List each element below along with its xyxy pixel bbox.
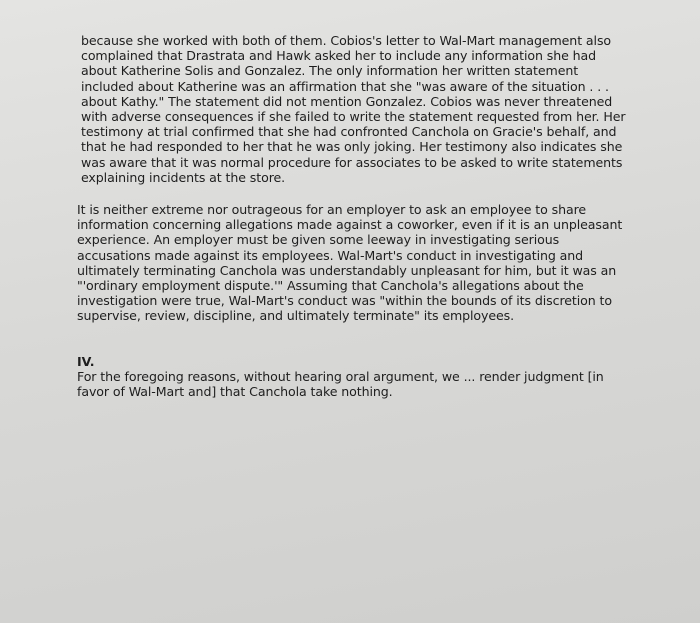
paragraph-employer-conduct: It is neither extreme nor outrageous for an employer to ask an employee to share information concerning allegations made against a coworker, even if it is an unpleasant experience. An employer must be given some leeway in investigating serious accusations made against its employees. Wal-Mart's conduct in investigating and ultimately terminating Canchola was understandably unpleasant for him, but it was an "'ordinary employment dispute.'" Assuming that Canchola's allegations about the investigation were true, Wal-Mart's conduct was "within the bounds of its discretion to supervise, review, discipline, and ultimately terminate" its employees.	[77, 202, 623, 324]
section-heading: IV.	[77, 353, 95, 369]
paragraph-cobios-letter: because she worked with both of them. Cobios's letter to Wal-Mart management also complained that Drastrata and Hawk asked her to include any information she had about Katherine Solis and Gonzalez. The only information her written statement included about Katherine was an affirmation that she "was aware of the situation . . . about Kathy." The statement did not mention Gonzalez. Cobios was never threatened with adverse consequences if she failed to write the statement requested from her. Her testimony at trial confirmed that she had confronted Canchola on Gracie's behalf, and that he had responded to her that he was only joking. Her testimony also indicates she was aware that it was normal procedure for associates to be asked to write statements explaining incidents at the store.	[81, 33, 626, 185]
paragraph-conclusion: For the foregoing reasons, without hearing oral argument, we ... render judgment [in favor of Wal-Mart and] that Canchola take nothing.	[77, 368, 604, 400]
